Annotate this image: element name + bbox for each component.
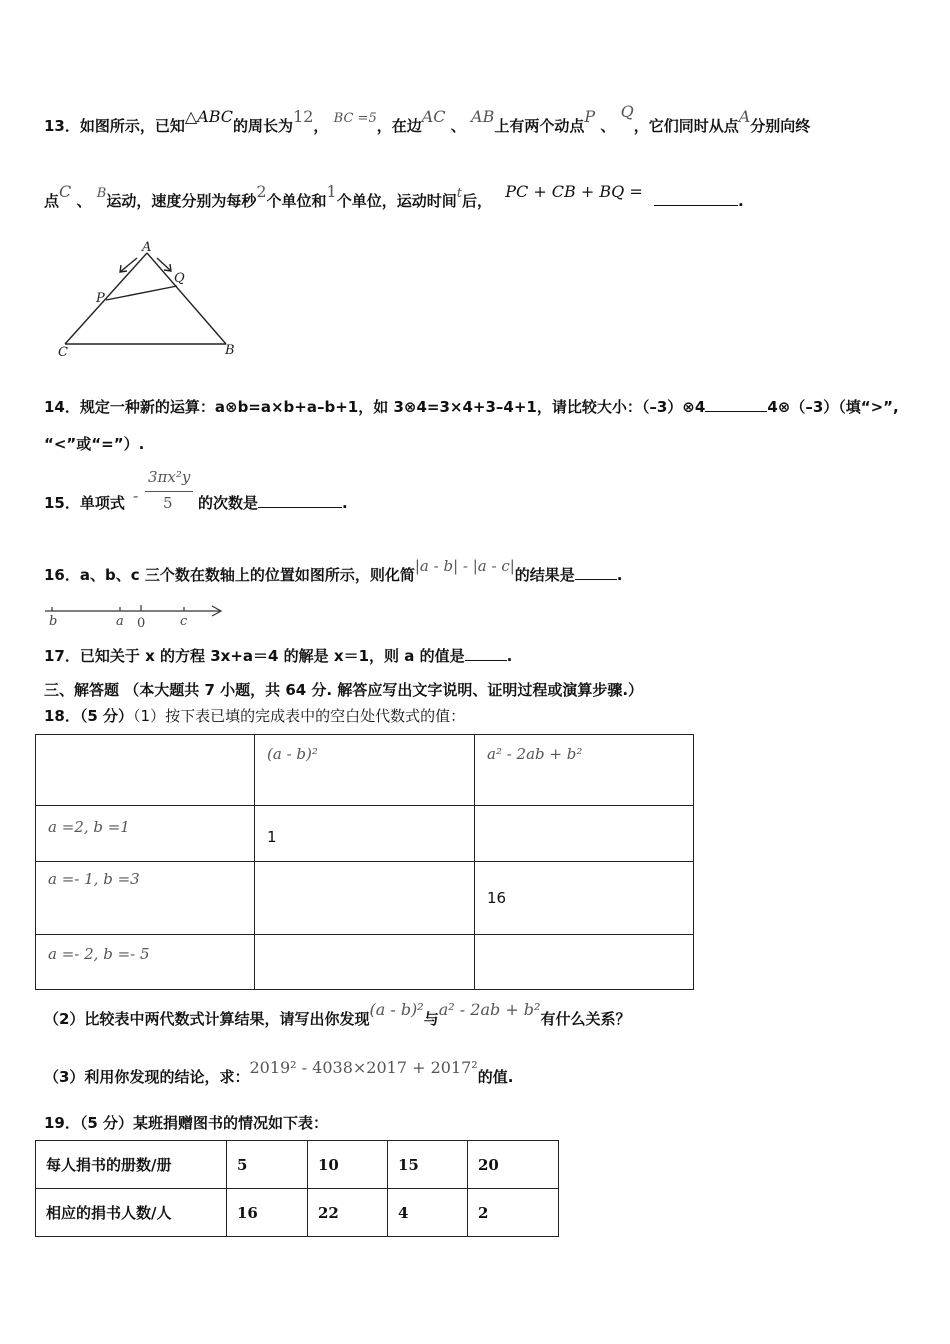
table-cell: 22 xyxy=(308,1189,388,1237)
q18-table xyxy=(35,734,694,990)
q13-answer-blank xyxy=(654,191,738,206)
table-cell: 4 xyxy=(388,1189,468,1237)
table-cell: 每人捐书的册数/册 xyxy=(36,1141,227,1189)
label-zero: 0 xyxy=(137,616,146,630)
table-cell: 相应的捐书人数/人 xyxy=(36,1189,227,1237)
table-cell xyxy=(475,935,694,990)
q15-tail: 的次数是 . xyxy=(198,494,348,512)
q15-numerator: 3πx²y xyxy=(148,468,191,486)
segment-pq xyxy=(106,286,177,300)
triangle-figure xyxy=(50,238,250,364)
q14-answer-blank xyxy=(705,397,767,412)
q15-label: 15．单项式 xyxy=(44,494,125,512)
label-b: B xyxy=(225,343,235,358)
side-ac xyxy=(65,253,147,344)
table-cell: 2 xyxy=(468,1189,559,1237)
label-a: a xyxy=(116,614,124,629)
side-ab xyxy=(147,253,226,344)
table-row xyxy=(36,806,694,862)
q13-line1: 13．如图所示，已知△ABC的周长为12， BC =5，在边AC 、 AB上有两个动点P 、 Q，它们同时从点A分别向终 xyxy=(44,102,811,135)
label-p: P xyxy=(96,291,105,306)
q19-intro: 19．（5 分）某班捐赠图书的情况如下表： xyxy=(44,1114,329,1132)
label-b: b xyxy=(49,614,58,629)
table-cell: 20 xyxy=(468,1141,559,1189)
q13-line2: 点C 、 B运动，速度分别为每秒2个单位和1个单位，运动时间t后， PC + CB + BQ = . xyxy=(44,182,744,210)
q18-part2: （2）比较表中两代数式计算结果，请写出你发现(a - b)²与a² - 2ab + b²有什么关系？ xyxy=(44,1000,631,1028)
q18-part3: （3）利用你发现的结论，求：2019² - 4038×2017 + 2017²的值. xyxy=(44,1058,514,1086)
q17-answer-blank xyxy=(465,646,507,661)
table-cell: a =- 1, b =3 xyxy=(36,862,255,935)
label-c: c xyxy=(180,614,188,629)
table-cell: 16 xyxy=(475,862,694,935)
table-cell xyxy=(475,806,694,862)
q14-line2: “<”或“=”）. xyxy=(44,435,145,453)
header-cell xyxy=(36,735,255,806)
label-c: C xyxy=(58,345,68,360)
q14-line1: 14．规定一种新的运算：a⊗b=a×b+a–b+1，如 3⊗4=3×4+3–4+1，请比较大小：（–3）⊗4 4⊗（–3）（填“>”, xyxy=(44,398,899,416)
q16-line: 16．a、b、c 三个数在数轴上的位置如图所示，则化简|a - b| - |a - c|的结果是 . xyxy=(44,557,623,584)
q16-answer-blank xyxy=(575,565,617,580)
table-row xyxy=(36,935,694,990)
label-a: A xyxy=(142,240,152,255)
fraction-bar xyxy=(145,491,193,492)
table-header-row xyxy=(36,735,694,806)
table-cell xyxy=(255,935,475,990)
q17-line: 17．已知关于 x 的方程 3x+a＝4 的解是 x＝1，则 a 的值是 . xyxy=(44,647,513,665)
table-row xyxy=(36,1189,559,1237)
table-cell: 16 xyxy=(227,1189,308,1237)
table-cell: a =2, b =1 xyxy=(36,806,255,862)
table-cell: 10 xyxy=(308,1141,388,1189)
label-q: Q xyxy=(174,271,185,286)
header-cell: a² - 2ab + b² xyxy=(475,735,694,806)
q15-minus: - xyxy=(133,486,139,505)
table-cell: 1 xyxy=(255,806,475,862)
header-cell: (a - b)² xyxy=(255,735,475,806)
q15-denominator: 5 xyxy=(163,494,173,512)
arrow-to-c xyxy=(120,258,137,272)
table-cell xyxy=(255,862,475,935)
table-cell: 5 xyxy=(227,1141,308,1189)
q19-table xyxy=(35,1140,559,1237)
arrow-to-b xyxy=(157,258,171,271)
q18-intro: 18．（5 分）（1）按下表已填的完成表中的空白处代数式的值： xyxy=(44,707,466,725)
section-heading: 三、解答题 （本大题共 7 小题，共 64 分. 解答应写出文字说明、证明过程或演算步骤.） xyxy=(44,681,644,699)
table-cell: a =- 2, b =- 5 xyxy=(36,935,255,990)
number-line xyxy=(40,600,230,630)
q15-answer-blank xyxy=(258,493,342,508)
table-row xyxy=(36,1141,559,1189)
table-cell: 15 xyxy=(388,1141,468,1189)
table-row xyxy=(36,862,694,935)
